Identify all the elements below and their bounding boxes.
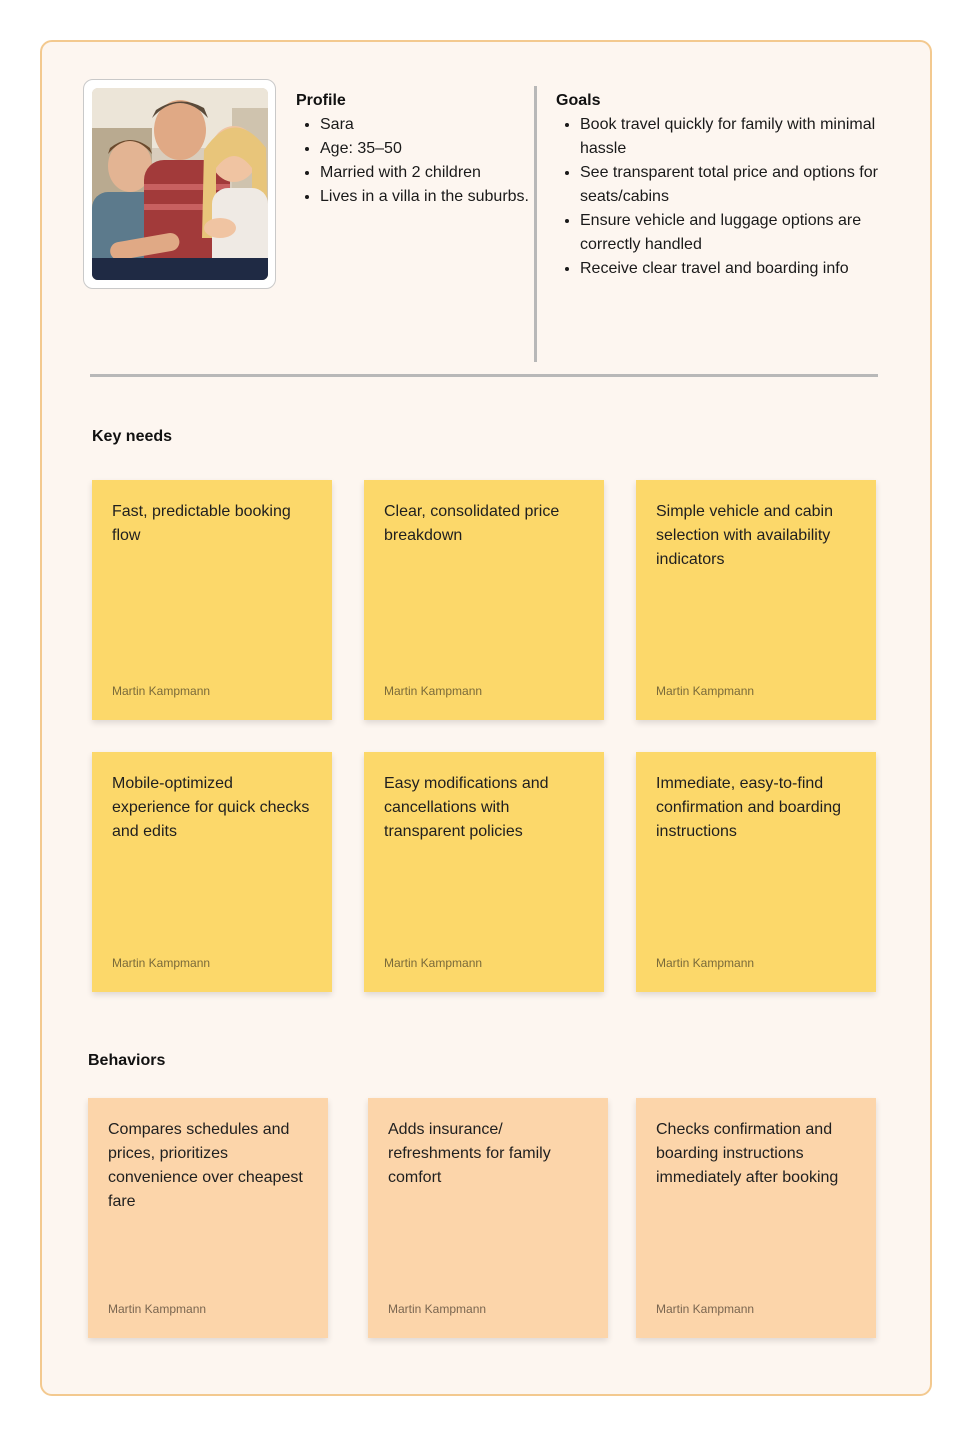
sticky-note-behavior[interactable]: [368, 1098, 608, 1338]
behaviors-title: Behaviors: [88, 1052, 166, 1069]
sticky-note-key-need[interactable]: [92, 480, 332, 720]
sticky-note-text: Easy modifications and cancellations with transparent policies: [384, 775, 549, 840]
sticky-note-author: Martin Kampmann: [384, 684, 483, 698]
profile-item: • Age: 35–50: [320, 137, 540, 161]
profile-item: • Sara: [320, 113, 540, 137]
sticky-note-text: Fast, predictable booking flow: [112, 503, 291, 544]
sticky-note-author: Martin Kampmann: [108, 1302, 207, 1316]
horizontal-divider: [90, 374, 878, 377]
sticky-note-author: Martin Kampmann: [656, 684, 755, 698]
goals-item: • Receive clear travel and boarding info: [580, 257, 900, 281]
key-needs-title: Key needs: [92, 428, 173, 445]
profile-item: • Married with 2 children: [320, 161, 540, 185]
profile-item: • Lives in a villa in the suburbs.: [320, 185, 540, 209]
goals-item: • Book travel quickly for family with minimal hassle: [580, 113, 900, 161]
sticky-note-text: Immediate, easy-to-find confirmation and boarding instructions: [656, 775, 842, 840]
sticky-note-key-need[interactable]: [364, 752, 604, 992]
sticky-note-text: Simple vehicle and cabin selection with availability indicators: [656, 503, 833, 568]
sticky-note-key-need[interactable]: [636, 480, 876, 720]
sticky-note-author: Martin Kampmann: [112, 684, 211, 698]
persona-photo-frame[interactable]: [83, 79, 276, 289]
sticky-note-text: Adds insurance/ refreshments for family comfort: [388, 1121, 551, 1186]
sticky-note-text: Checks confirmation and boarding instructions immediately after booking: [656, 1121, 839, 1186]
vertical-divider: [534, 86, 537, 362]
sticky-note-author: Martin Kampmann: [384, 956, 483, 970]
sticky-note-author: Martin Kampmann: [388, 1302, 487, 1316]
sticky-note-text: Mobile-optimized experience for quick checks and edits: [112, 775, 310, 840]
sticky-note-behavior[interactable]: [636, 1098, 876, 1338]
profile-title: Profile: [296, 92, 346, 109]
profile-list: [296, 113, 540, 209]
goals-list: [556, 113, 900, 281]
sticky-note-key-need[interactable]: [636, 752, 876, 992]
sticky-note-key-need[interactable]: [364, 480, 604, 720]
sticky-note-text: Compares schedules and prices, prioritizes convenience over cheapest fare: [108, 1121, 303, 1210]
goals-item: • See transparent total price and options for seats/cabins: [580, 161, 900, 209]
persona-photo: [92, 88, 268, 280]
goals-item: • Ensure vehicle and luggage options are correctly handled: [580, 209, 900, 257]
sticky-note-author: Martin Kampmann: [112, 956, 211, 970]
sticky-note-author: Martin Kampmann: [656, 1302, 755, 1316]
sticky-note-author: Martin Kampmann: [656, 956, 755, 970]
sticky-note-text: Clear, consolidated price breakdown: [384, 503, 560, 544]
goals-title: Goals: [556, 92, 601, 109]
sticky-note-behavior[interactable]: [88, 1098, 328, 1338]
sticky-note-key-need[interactable]: [92, 752, 332, 992]
